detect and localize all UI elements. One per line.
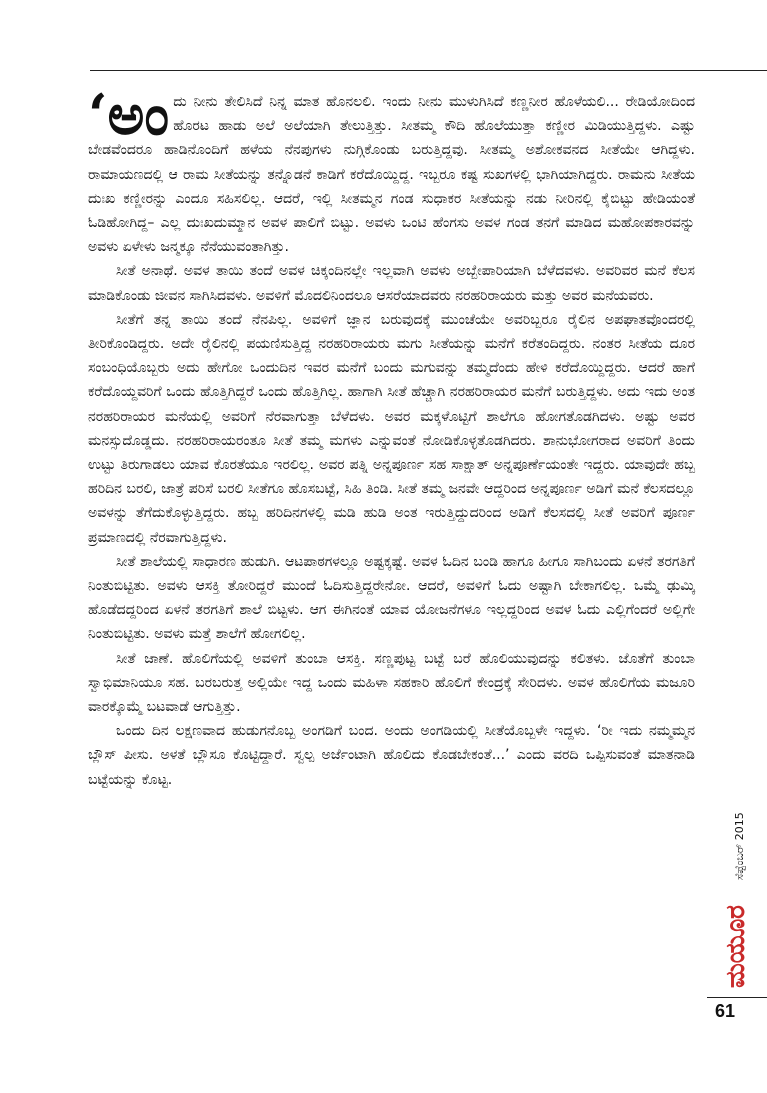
article-paragraph-3: ಸೀತೆಗೆ ತನ್ನ ತಾಯಿ ತಂದೆ ನೆನಪಿಲ್ಲ. ಅವಳಿಗೆ ಜ್ಞಾನ ಬರುವುದಕ್ಕೆ ಮುಂಚೆಯೇ ಅವರಿಬ್ಬರೂ ರೈಲಿನ ಅಪಘಾತವೊಂದರಲ್ಲಿ ತೀರಿಕೊಂಡಿದ್ದರು. ಅದೇ ರೈಲಿನಲ್ಲಿ ಪಯಣಿಸುತ್ತಿದ್ದ ನರಹರಿರಾಯರು ಮಗು ಸೀತೆಯನ್ನು ಮನೆಗೆ ಕರೆತಂದಿದ್ದರು. ನಂತರ ಸೀತೆಯ ದೂರ ಸಂಬಂಧಿಯೊಬ್ಬರು ಅದು ಹೇಗೋ ಒಂದುದಿನ ಇವರ ಮನೆಗೆ ಬಂದು ಮಗುವನ್ನು ತಮ್ಮದೆಂದು ಹೇಳಿ ಕರೆದೊಯ್ದಿದ್ದರು. ಆದರೆ ಹಾಗೆ ಕರೆದೊಯ್ದವರಿಗೆ ಒಂದು ಹೊತ್ತಿಗಿದ್ದರೆ ಒಂದು ಹೊತ್ತಿಗಿಲ್ಲ. ಹಾಗಾಗಿ ಸೀತೆ ಹೆಚ್ಚಾಗಿ ನರಹರಿರಾಯರ ಮನೆಗೆ ಬರುತ್ತಿದ್ದಳು. ಅದು ಇದು ಅಂತ ನರಹರಿರಾಯರ ಮನೆಯಲ್ಲಿ ಅವರಿಗೆ ನೆರವಾಗುತ್ತಾ ಬೆಳೆದಳು. ಅವರ ಮಕ್ಕಳೊಟ್ಟಿಗೆ ಶಾಲೆಗೂ ಹೋಗತೊಡಗಿದಳು. ಅಷ್ಟು ಅವರ ಮನಸ್ಸುದೊಡ್ಡದು. ನರಹರಿರಾಯರಂತೂ ಸೀತೆ ತಮ್ಮ ಮಗಳು ಎನ್ನುವಂತೆ ನೋಡಿಕೊಳ್ಳತೊಡಗಿದರು. ಶಾನುಭೋಗರಾದ ಅವರಿಗೆ ತಿಂದು ಉಟ್ಟು ತಿರುಗಾಡಲು ಯಾವ ಕೊರತೆಯೂ ಇರಲಿಲ್ಲ. ಅವರ ಪತ್ನಿ ಅನ್ನಪೂರ್ಣ ಸಹ ಸಾಕ್ಷಾತ್ ಅನ್ನಪೂರ್ಣೆಯಂತೇ ಇದ್ದರು. ಯಾವುದೇ ಹಬ್ಬ ಹರಿದಿನ ಬರಲಿ, ಜಾತ್ರೆ ಪರಿಸೆ ಬರಲಿ ಸೀತೆಗೂ ಹೊಸಬಟ್ಟೆ, ಸಿಹಿ ತಿಂಡಿ. ಸೀತೆ ತಮ್ಮ ಜನವೇ ಆದ್ದರಿಂದ ಅನ್ನಪೂರ್ಣ ಅಡಿಗೆ ಮನೆ ಕೆಲಸದಲ್ಲೂ ಅವಳನ್ನು ತೆಗೆದುಕೊಳ್ಳುತ್ತಿದ್ದರು. ಹಬ್ಬ ಹರಿದಿನಗಳಲ್ಲಿ ಮಡಿ ಹುಡಿ ಅಂತ ಇರುತ್ತಿದ್ದುದರಿಂದ ಅಡಿಗೆ ಕೆಲಸದಲ್ಲಿ ಸೀತೆ ಅವರಿಗೆ ಪೂರ್ಣ ಪ್ರಮಾಣದಲ್ಲಿ ನೆರವಾಗುತ್ತಿದ್ದಳು. bbox=[88, 311, 695, 546]
article-paragraph-1 bbox=[88, 82, 695, 259]
article-paragraph-4: ಸೀತೆ ಶಾಲೆಯಲ್ಲಿ ಸಾಧಾರಣ ಹುಡುಗಿ. ಆಟಪಾಠಗಳಲ್ಲೂ ಅಷ್ಟಕ್ಕಷ್ಟೆ. ಅವಳ ಓದಿನ ಬಂಡಿ ಹಾಗೂ ಹೀಗೂ ಸಾಗಿಬಂದು ಏಳನೆ ತರಗತಿಗೆ ನಿಂತುಬಿಟ್ಟಿತು. ಅವಳು ಆಸಕ್ತಿ ತೋರಿದ್ದರೆ ಮುಂದೆ ಓದಿಸುತ್ತಿದ್ದರೇನೋ. ಆದರೆ, ಅವಳಿಗೆ ಓದು ಅಷ್ಟಾಗಿ ಬೇಕಾಗಲಿಲ್ಲ. ಒಮ್ಮೆ ಢುಮ್ಕಿ ಹೊಡೆದದ್ದರಿಂದ ಏಳನೆ ತರಗತಿಗೆ ಶಾಲೆ ಬಿಟ್ಟಳು. ಆಗ ಈಗಿನಂತೆ ಯಾವ ಯೋಜನೆಗಳೂ ಇಲ್ಲದ್ದರಿಂದ ಅವಳ ಓದು ಎಲ್ಲಿಗೆಂದರೆ ಅಲ್ಲಿಗೇ ನಿಂತುಬಿಟ್ಟಿತು. ಅವಳು ಮತ್ತೆ ಶಾಲೆಗೆ ಹೋಗಲಿಲ್ಲ. bbox=[88, 553, 695, 643]
page-number: 61 bbox=[714, 1001, 736, 1021]
article-paragraph-6: ಒಂದು ದಿನ ಲಕ್ಷಣವಾದ ಹುಡುಗನೊಬ್ಬ ಅಂಗಡಿಗೆ ಬಂದ. ಅಂದು ಅಂಗಡಿಯಲ್ಲಿ ಸೀತೆಯೊಬ್ಬಳೇ ಇದ್ದಳು. ‘ರೀ ಇದು ನಮ್ಮಮ್ಮನ ಬ್ಲೌಸ್ ಪೀಸು. ಅಳತೆ ಬ್ಲೌಸೂ ಕೊಟ್ಟಿದ್ದಾರೆ. ಸ್ವಲ್ಪ ಅರ್ಜೆಂಟಾಗಿ ಹೊಲಿದು ಕೊಡಬೇಕಂತೆ...’ ಎಂದು ವರದಿ ಒಪ್ಪಿಸುವಂತೆ ಮಾತನಾಡಿ ಬಟ್ಟೆಯನ್ನು ಕೊಟ್ಟ. bbox=[88, 723, 695, 788]
magazine-name: ಮಯೂರ bbox=[721, 905, 751, 988]
page-number-rule bbox=[707, 997, 767, 998]
article-paragraph-5: ಸೀತೆ ಜಾಣೆ. ಹೊಲಿಗೆಯಲ್ಲಿ ಅವಳಿಗೆ ತುಂಬಾ ಆಸಕ್ತಿ. ಸಣ್ಣಪುಟ್ಟ ಬಟ್ಟೆ ಬರೆ ಹೊಲಿಯುವುದನ್ನು ಕಲಿತಳು. ಜೊತೆಗೆ ತುಂಬಾ ಸ್ವಾಭಿಮಾನಿಯೂ ಸಹ. ಬರಬರುತ್ತ ಅಲ್ಲಿಯೇ ಇದ್ದ ಒಂದು ಮಹಿಳಾ ಸಹಕಾರಿ ಹೊಲಿಗೆ ಕೇಂದ್ರಕ್ಕೆ ಸೇರಿದಳು. ಅವಳ ಹೊಲಿಗೆಯ ಮಜೂರಿ ವಾರಕ್ಕೊಮ್ಮೆ ಬಟವಾಡೆ ಆಗುತ್ತಿತ್ತು. bbox=[88, 650, 695, 716]
article-paragraph-2: ಸೀತೆ ಅನಾಥೆ. ಅವಳ ತಾಯಿ ತಂದೆ ಅವಳ ಚಿಕ್ಕಂದಿನಲ್ಲೇ ಇಲ್ಲವಾಗಿ ಅವಳು ಅಬ್ಬೇಪಾರಿಯಾಗಿ ಬೆಳೆದವಳು. ಅವರಿವರ ಮನೆ ಕೆಲಸ ಮಾಡಿಕೊಂಡು ಜೀವನ ಸಾಗಿಸಿದವಳು. ಅವಳಿಗೆ ಮೊದಲಿನಿಂದಲೂ ಆಸರೆಯಾದವರು ನರಹರಿರಾಯರು ಮತ್ತು ಅವರ ಮನೆಯವರು. bbox=[88, 263, 695, 304]
drop-cap: ‘ಅಂ bbox=[88, 82, 170, 148]
article-body bbox=[88, 82, 695, 792]
top-rule bbox=[90, 70, 767, 71]
issue-date: ಸೆಪ್ಟೆಂಬರ್ 2015 bbox=[733, 812, 746, 880]
paragraph-text: ದು ನೀನು ತೇಲಿಸಿದೆ ನಿನ್ನ ಮಾತ ಹೊನಲಲಿ. ಇಂದು ನೀನು ಮುಳುಗಿಸಿದೆ ಕಣ್ಣನೀರ ಹೊಳೆಯಲಿ... ರೇಡಿಯೋದಿಂದ ಹೊರಟ ಹಾಡು ಅಲೆ ಅಲೆಯಾಗಿ ತೇಲುತ್ತಿತ್ತು. ಸೀತಮ್ಮ ಕೌದಿ ಹೊಲೆಯುತ್ತಾ ಕಣ್ಣೀರ ಮಿಡಿಯುತ್ತಿದ್ದಳು. ಎಷ್ಟು ಬೇಡವೆಂದರೂ ಹಾಡಿನೊಂದಿಗೆ ಹಳೆಯ ನೆನಪುಗಳು ನುಗ್ಗಿಕೊಂಡು ಬರುತ್ತಿದ್ದವು. ಸೀತಮ್ಮ ಅಶೋಕವನದ ಸೀತೆಯೇ ಆಗಿದ್ದಳು. ರಾಮಾಯಣದಲ್ಲಿ ಆ ರಾಮ ಸೀತೆಯನ್ನು ತನ್ನೊಡನೆ ಕಾಡಿಗೆ ಕರೆದೊಯ್ದಿದ್ದ. ಇಬ್ಬರೂ ಕಷ್ಟ ಸುಖಗಳಲ್ಲಿ ಭಾಗಿಯಾಗಿದ್ದರು. ರಾಮನು ಸೀತೆಯ ದುಃಖ ಕಣ್ಣೀರನ್ನು ಎಂದೂ ಸಹಿಸಲಿಲ್ಲ. ಆದರೆ, ಇಲ್ಲಿ ಸೀತಮ್ಮನ ಗಂಡ ಸುಧಾಕರ ಸೀತೆಯನ್ನು ನಡು ನೀರಿನಲ್ಲಿ ಕೈಬಿಟ್ಟು ಹೇಡಿಯಂತೆ ಓಡಿಹೋಗಿದ್ದ– ಎಲ್ಲ ದುಃಖದುಮ್ಮಾನ ಅವಳ ಪಾಲಿಗೆ ಬಿಟ್ಟು. ಅವಳು ಒಂಟಿ ಹೆಂಗಸು ಅವಳ ಗಂಡ ತನಗೆ ಮಾಡಿದ ಮಹೋಪಕಾರವನ್ನು ಅವಳು ಏಳೇಳು ಜನ್ಮಕ್ಕೂ ನೆನೆಯುವಂತಾಗಿತ್ತು. bbox=[88, 94, 695, 256]
